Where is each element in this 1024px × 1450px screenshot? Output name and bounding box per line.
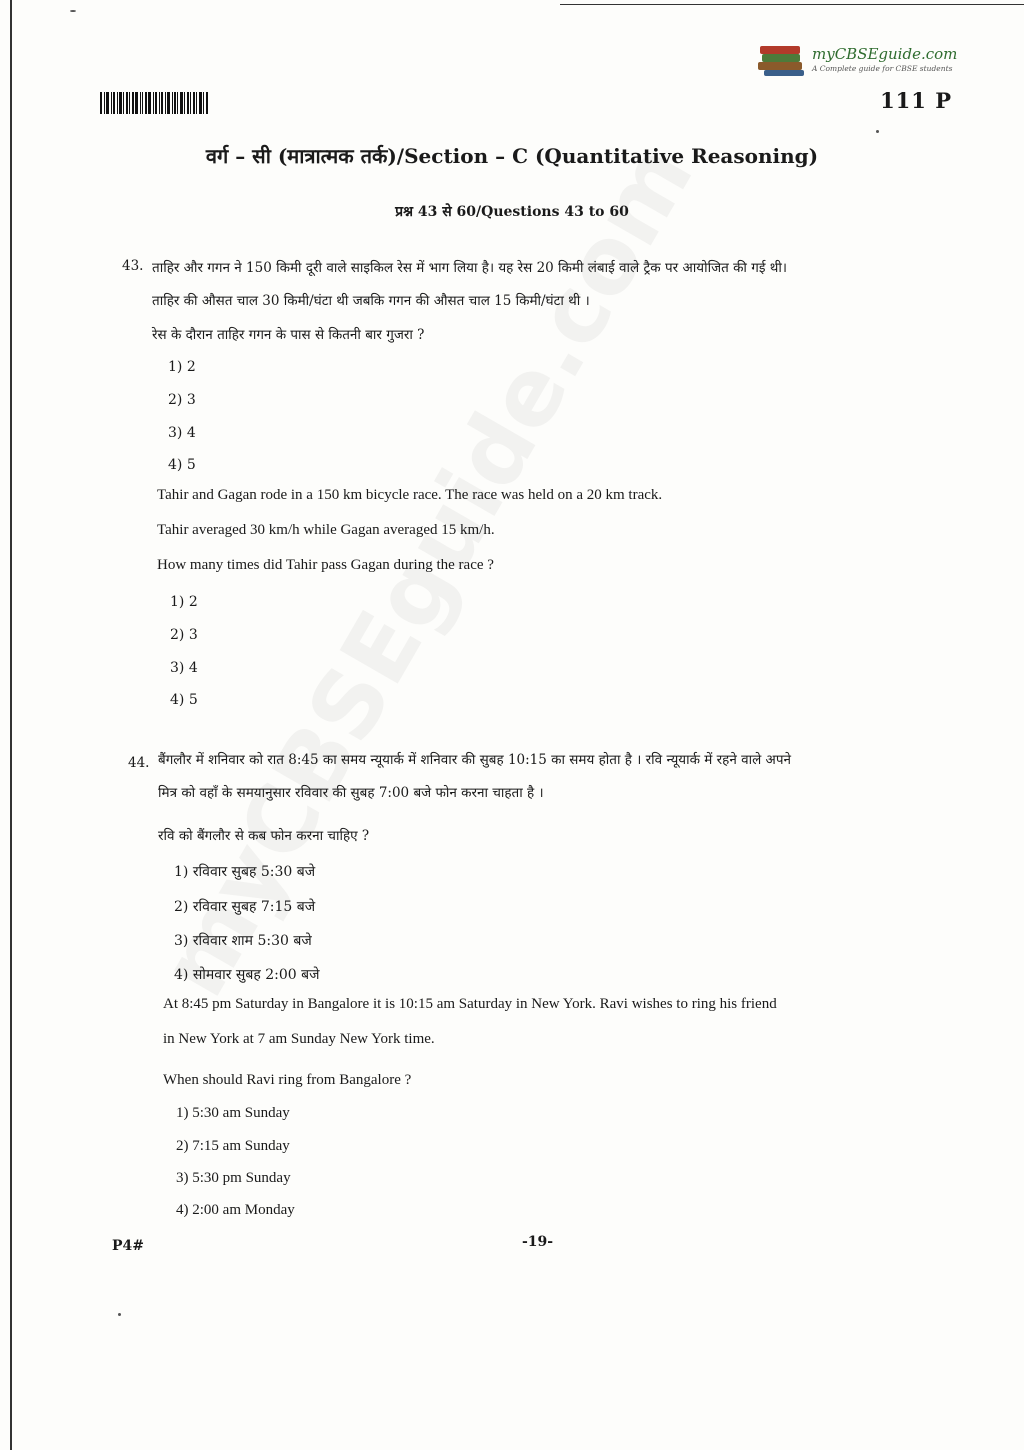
question-number: 44. [128,755,150,771]
option-hindi-4: 4) सोमवार सुबह 2:00 बजे [174,967,320,983]
question-number: 43. [122,258,144,274]
site-logo [756,40,957,78]
english-line: When should Ravi ring from Bangalore ? [163,1072,412,1088]
section-title: वर्ग – सी (मात्रात्मक तर्क)/Section – C (Quantitative Reasoning) [205,144,819,168]
hindi-line: मित्र को वहाँ के समयानुसार रविवार की सुबह 7:00 बजे फोन करना चाहता है । [158,785,544,801]
option-hindi-3: 3) 4 [168,425,196,441]
option-english-4: 4) 5 [170,692,198,708]
option-hindi-3: 3) रविवार शाम 5:30 बजे [174,933,312,949]
english-line: How many times did Tahir pass Gagan during the race ? [157,557,494,573]
hindi-line: रवि को बैंगलौर से कब फोन करना चाहिए ? [158,828,370,844]
english-line: in New York at 7 am Sunday New York time. [163,1031,435,1047]
option-english-4: 4) 2:00 am Monday [176,1202,295,1218]
top-page-edge [560,4,1024,5]
logo-tagline: A Complete guide for CBSE students [812,64,953,73]
english-line: Tahir averaged 30 km/h while Gagan averaged 15 km/h. [157,522,495,538]
option-english-2: 2) 7:15 am Sunday [176,1138,290,1154]
page-number: -19- [522,1234,554,1250]
option-hindi-2: 2) 3 [168,392,196,408]
option-english-3: 3) 4 [170,660,198,676]
option-english-1: 1) 5:30 am Sunday [176,1105,290,1121]
option-english-1: 1) 2 [170,594,198,610]
scan-speck [70,10,76,12]
option-hindi-1: 1) रविवार सुबह 5:30 बजे [174,864,316,880]
english-line: Tahir and Gagan rode in a 150 km bicycle race. The race was held on a 20 km track. [157,487,663,503]
scan-speck [118,1313,121,1316]
option-english-2: 2) 3 [170,627,198,643]
hindi-line: ताहिर की औसत चाल 30 किमी/घंटा थी जबकि गगन की औसत चाल 15 किमी/घंटा थी । [152,293,590,309]
option-hindi-2: 2) रविवार सुबह 7:15 बजे [174,899,316,915]
hindi-line: रेस के दौरान ताहिर गगन के पास से कितनी बार गुजरा ? [152,327,425,343]
hindi-line: बैंगलौर में शनिवार को रात 8:45 का समय न्यूयार्क में शनिवार की सुबह 10:15 का समय होता है । रवि न्यूयार्क में रहने वाले अपने [158,752,792,768]
scan-speck [876,130,879,133]
books-icon [756,40,806,78]
barcode [100,92,208,114]
section-subtitle: प्रश्न 43 से 60/Questions 43 to 60 [395,204,629,220]
option-english-3: 3) 5:30 pm Sunday [176,1170,291,1186]
footer-code: P4# [112,1238,144,1254]
option-hindi-1: 1) 2 [168,359,196,375]
english-line: At 8:45 pm Saturday in Bangalore it is 10:15 am Saturday in New York. Ravi wishes to ring his friend [163,996,777,1012]
logo-name: myCBSEguide.com [812,45,958,63]
paper-code: 111 P [880,88,952,113]
option-hindi-4: 4) 5 [168,457,196,473]
hindi-line: ताहिर और गगन ने 150 किमी दूरी वाले साइकिल रेस में भाग लिया है। यह रेस 20 किमी लंबाई वाले ट्रैक पर आयोजित की गई थी। [152,260,787,276]
